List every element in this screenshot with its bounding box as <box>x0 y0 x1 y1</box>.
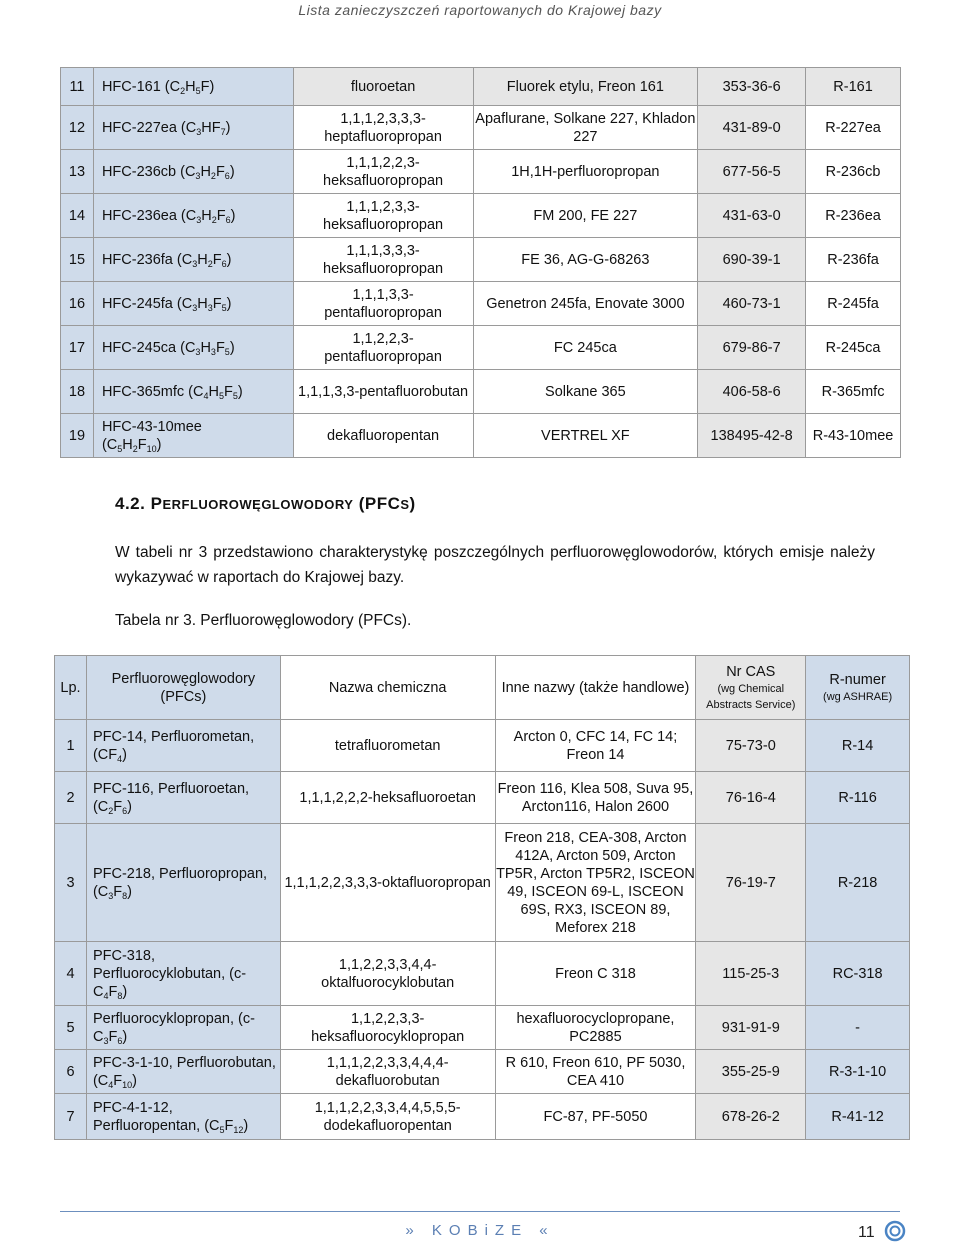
row-chemical-name: 1,1,2,2,3,3-heksafluorocyklopropan <box>280 1006 495 1050</box>
row-ashrae: R-365mfc <box>806 370 901 414</box>
row-ashrae: R-227ea <box>806 106 901 150</box>
row-ashrae: R-43-10mee <box>806 414 901 458</box>
row-ashrae: R-116 <box>806 772 910 824</box>
table-row <box>61 282 901 326</box>
row-pfc: PFC-3-1-10, Perfluorobutan, $(C_4F_{10})$ <box>86 1050 280 1094</box>
row-chemical-name: 1,1,1,2,3,3-heksafluoropropan <box>293 194 473 238</box>
hfc-table-continued <box>60 67 901 458</box>
table-row <box>61 238 901 282</box>
row-lp: 15 <box>61 238 94 282</box>
row-pfc: PFC-14, Perfluorometan, $(CF_4)$ <box>86 720 280 772</box>
row-cas: 677-56-5 <box>698 150 806 194</box>
row-other-names: Genetron 245fa, Enovate 3000 <box>473 282 698 326</box>
row-other-names: Apaflurane, Solkane 227, Khladon 227 <box>473 106 698 150</box>
row-cas: 76-16-4 <box>696 772 806 824</box>
row-pfc: PFC-218, Perfluoropropan, $(C_3F_8)$ <box>86 824 280 942</box>
table-row <box>61 370 901 414</box>
row-other-names: 1H,1H-perfluoropropan <box>473 150 698 194</box>
table-row <box>61 106 901 150</box>
row-ashrae: R-41-12 <box>806 1094 910 1140</box>
row-ashrae: R-236fa <box>806 238 901 282</box>
header-chem: Nazwa chemiczna <box>280 656 495 720</box>
row-cas: 678-26-2 <box>696 1094 806 1140</box>
row-lp: 13 <box>61 150 94 194</box>
header-other: Inne nazwy (także handlowe) <box>495 656 696 720</box>
table-row <box>61 414 901 458</box>
header-pfc: Perfluorowęglowodory (PFCs) <box>86 656 280 720</box>
row-other-names: R 610, Freon 610, PF 5030, CEA 410 <box>495 1050 696 1094</box>
row-ashrae: R-245fa <box>806 282 901 326</box>
row-other-names: FC-87, PF-5050 <box>495 1094 696 1140</box>
pfc-table <box>54 655 910 1140</box>
table-row <box>55 772 910 824</box>
row-cas: 431-63-0 <box>698 194 806 238</box>
row-substance: HFC-245ca $(C_3H_3F_5)$ <box>93 326 293 370</box>
table-caption: Tabela nr 3. Perfluorowęglowodory (PFCs). <box>115 612 412 629</box>
row-chemical-name: 1,1,1,2,2,3,3,3-oktafluoropropan <box>280 824 495 942</box>
row-other-names: Arcton 0, CFC 14, FC 14; Freon 14 <box>495 720 696 772</box>
page-number: 11 <box>858 1224 875 1241</box>
row-chemical-name: 1,1,2,2,3,3,4,4-oktalfuorocyklobutan <box>280 942 495 1006</box>
table-row <box>61 326 901 370</box>
row-cas: 355-25-9 <box>696 1050 806 1094</box>
row-pfc: Perfluorocyklopropan, $(c-C_3F_6)$ <box>86 1006 280 1050</box>
row-lp: 16 <box>61 282 94 326</box>
row-other-names: FE 36, AG-G-68263 <box>473 238 698 282</box>
row-other-names: hexafluorocyclopropane, PC2885 <box>495 1006 696 1050</box>
row-other-names: Fluorek etylu, Freon 161 <box>473 68 698 106</box>
row-ashrae: R-3-1-10 <box>806 1050 910 1094</box>
row-lp: 2 <box>55 772 87 824</box>
table-row <box>55 1094 910 1140</box>
row-lp: 5 <box>55 1006 87 1050</box>
row-ashrae: R-218 <box>806 824 910 942</box>
row-ashrae: R-236cb <box>806 150 901 194</box>
row-cas: 679-86-7 <box>698 326 806 370</box>
header-ashrae: R-numer (wg ASHRAE) <box>806 656 910 720</box>
row-other-names: FM 200, FE 227 <box>473 194 698 238</box>
row-other-names: Freon C 318 <box>495 942 696 1006</box>
row-lp: 7 <box>55 1094 87 1140</box>
table-row <box>55 1050 910 1094</box>
row-pfc: PFC-318, Perfluorocyklobutan, $(c-C_4F_8)$ <box>86 942 280 1006</box>
row-other-names: Freon 116, Klea 508, Suva 95, Arcton116, Halon 2600 <box>495 772 696 824</box>
row-chemical-name: 1,1,1,2,3,3,3-heptafluoropropan <box>293 106 473 150</box>
row-substance: HFC-365mfc $(C_4H_5F_5)$ <box>93 370 293 414</box>
row-cas: 138495-42-8 <box>698 414 806 458</box>
row-cas: 460-73-1 <box>698 282 806 326</box>
section-paragraph: W tabeli nr 3 przedstawiono charakterystykę poszczególnych perfluorowęglowodorów, których emisje należy wykazywać w raportach do Krajowej bazy. <box>115 544 875 586</box>
table-row <box>55 720 910 772</box>
row-ashrae: R-245ca <box>806 326 901 370</box>
row-chemical-name: 1,1,1,2,2,3,3,4,4,5,5,5-dodekafluoropentan <box>280 1094 495 1140</box>
row-ashrae: RC-318 <box>806 942 910 1006</box>
row-cas: 353-36-6 <box>698 68 806 106</box>
row-lp: 17 <box>61 326 94 370</box>
row-lp: 14 <box>61 194 94 238</box>
row-cas: 931-91-9 <box>696 1006 806 1050</box>
row-substance: HFC-43-10mee $(C_5H_2F_{10})$ <box>93 414 293 458</box>
row-cas: 406-58-6 <box>698 370 806 414</box>
row-other-names: FC 245ca <box>473 326 698 370</box>
kobize-logo-icon <box>884 1220 906 1242</box>
row-other-names: Solkane 365 <box>473 370 698 414</box>
row-chemical-name: 1,1,1,2,2,2-heksafluoroetan <box>280 772 495 824</box>
header-lp: Lp. <box>55 656 87 720</box>
table-row <box>55 942 910 1006</box>
table-row <box>55 824 910 942</box>
running-header: Lista zanieczyszczeń raportowanych do Krajowej bazy <box>298 2 662 18</box>
row-lp: 11 <box>61 68 94 106</box>
row-ashrae: - <box>806 1006 910 1050</box>
row-lp: 4 <box>55 942 87 1006</box>
row-substance: HFC-227ea $(C_3HF_7)$ <box>93 106 293 150</box>
row-ashrae: R-236ea <box>806 194 901 238</box>
row-cas: 76-19-7 <box>696 824 806 942</box>
row-chemical-name: 1,1,1,2,2,3-heksafluoropropan <box>293 150 473 194</box>
row-chemical-name: fluoroetan <box>293 68 473 106</box>
row-ashrae: R-161 <box>806 68 901 106</box>
row-substance: HFC-245fa $(C_3H_3F_5)$ <box>93 282 293 326</box>
row-substance: HFC-236cb $(C_3H_2F_6)$ <box>93 150 293 194</box>
row-chemical-name: 1,1,1,2,2,3,3,4,4,4-dekafluorobutan <box>280 1050 495 1094</box>
row-pfc: PFC-116, Perfluoroetan, $(C_2F_6)$ <box>86 772 280 824</box>
row-lp: 12 <box>61 106 94 150</box>
table-row <box>55 1006 910 1050</box>
row-substance: HFC-236ea $(C_3H_2F_6)$ <box>93 194 293 238</box>
row-lp: 18 <box>61 370 94 414</box>
row-substance: HFC-161 $(C_2H_5F)$ <box>93 68 293 106</box>
row-lp: 3 <box>55 824 87 942</box>
table-header-row <box>55 656 910 720</box>
section-heading: 4.2. PERFLUOROWĘGLOWODORY (PFCS) <box>115 494 416 513</box>
row-cas: 75-73-0 <box>696 720 806 772</box>
row-substance: HFC-236fa $(C_3H_2F_6)$ <box>93 238 293 282</box>
footer-brand: » KOBiZE « <box>405 1222 555 1239</box>
row-cas: 431-89-0 <box>698 106 806 150</box>
row-other-names: VERTREL XF <box>473 414 698 458</box>
row-chemical-name: 1,1,1,3,3-pentafluoropropan <box>293 282 473 326</box>
row-chemical-name: 1,1,1,3,3-pentafluorobutan <box>293 370 473 414</box>
table-row <box>61 68 901 106</box>
row-chemical-name: 1,1,1,3,3,3-heksafluoropropan <box>293 238 473 282</box>
row-ashrae: R-14 <box>806 720 910 772</box>
row-cas: 115-25-3 <box>696 942 806 1006</box>
row-other-names: Freon 218, CEA-308, Arcton 412A, Arcton 509, Arcton TP5R, Arcton TP5R2, ISCEON 49, ISCEON 69-L, ISCEON 69S, RX3, ISCEON 89, Meforex 218 <box>495 824 696 942</box>
row-pfc: PFC-4-1-12, Perfluoropentan, $(C_5F_{12})$ <box>86 1094 280 1140</box>
row-lp: 19 <box>61 414 94 458</box>
footer-divider <box>60 1211 900 1212</box>
row-lp: 6 <box>55 1050 87 1094</box>
row-chemical-name: 1,1,2,2,3-pentafluoropropan <box>293 326 473 370</box>
row-cas: 690-39-1 <box>698 238 806 282</box>
row-chemical-name: dekafluoropentan <box>293 414 473 458</box>
row-chemical-name: tetrafluorometan <box>280 720 495 772</box>
table-row <box>61 194 901 238</box>
header-cas: Nr CAS (wg Chemical Abstracts Service) <box>696 656 806 720</box>
table-row <box>61 150 901 194</box>
row-lp: 1 <box>55 720 87 772</box>
